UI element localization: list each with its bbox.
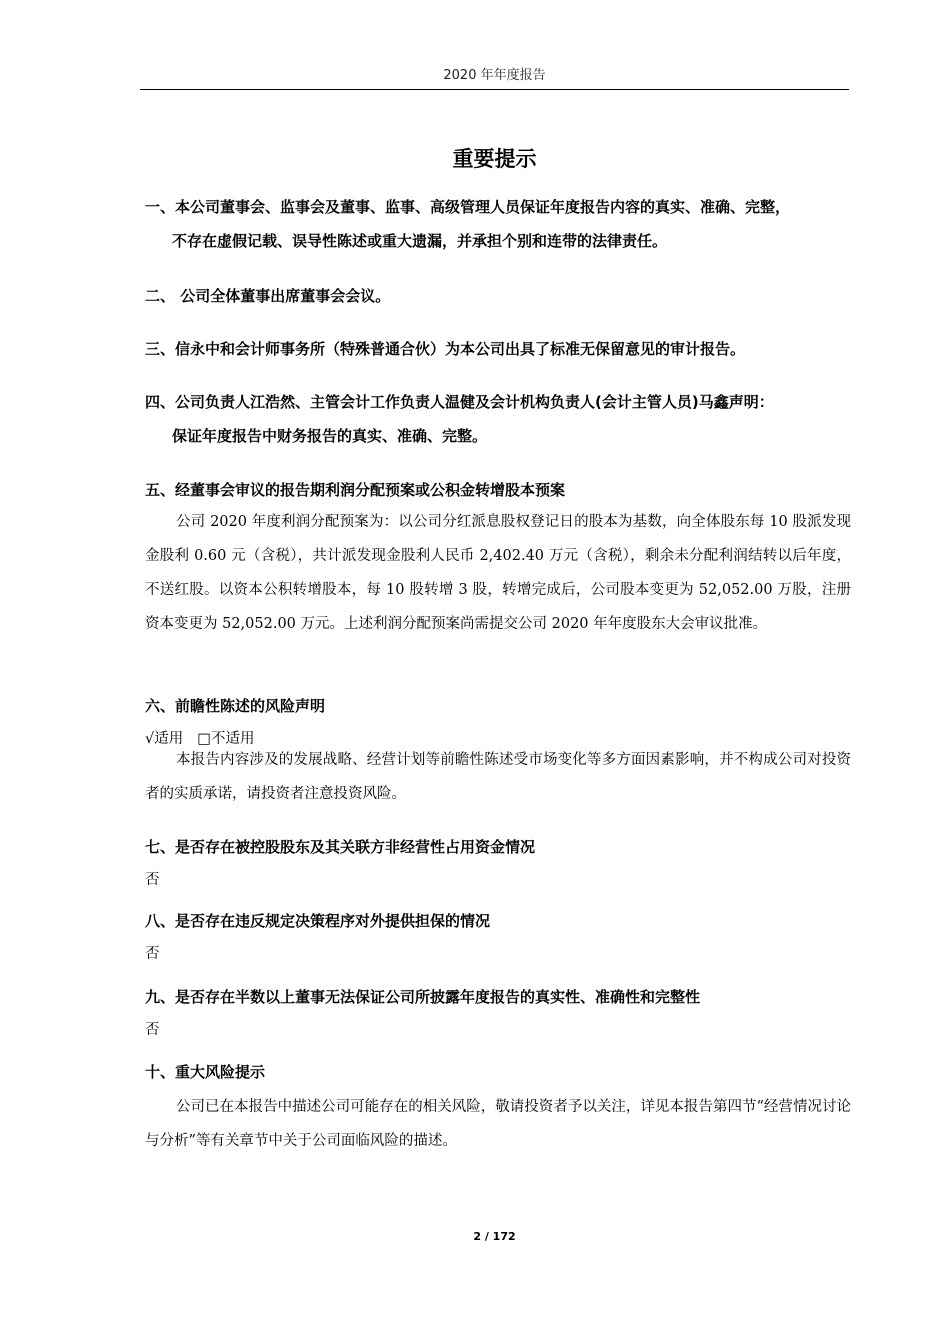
header-divider [140, 89, 849, 90]
section-10-heading: 十、重大风险提示 [145, 1063, 266, 1081]
page-title: 重要提示 [452, 147, 537, 171]
page-header: 2020 年年度报告 [443, 68, 546, 83]
section-7-heading: 七、是否存在被控股股东及其关联方非经营性占用资金情况 [145, 838, 536, 856]
section-10-body: 公司已在本报告中描述公司可能存在的相关风险，敬请投资者予以关注，详见本报告第四节“经营情况讨论与分析”等有关章节中关于公司面临风险的描述。 [145, 1099, 851, 1149]
section-5-body: 公司 2020 年度利润分配预案为：以公司分红派息股权登记日的股本为基数，向全体股东每 10 股派发现金股利 0.60 元（含税），共计派发现金股利人民币 2,402.40 万元（含税），剩余未分配利润结转以后年度，不送红股。以资本公积转增股本，每 10 股转增 3 股，转增完成后，公司股本变更为 52,052.00 万股，注册资本变更为 52,052.00 万元。上述利润分配预案尚需提交公司 2020 年年度股东大会审议批准。 [145, 514, 851, 632]
section-4-heading-line1: 四、公司负责人江浩然、主管会计工作负责人温健及会计机构负责人(会计主管人员)马鑫声明： [145, 393, 774, 411]
section-2-heading: 二、 公司全体董事出席董事会会议。 [145, 287, 391, 305]
section-6-heading: 六、前瞻性陈述的风险声明 [145, 697, 326, 715]
section-3-heading: 三、信永中和会计师事务所（特殊普通合伙）为本公司出具了标准无保留意见的审计报告。 [145, 340, 746, 358]
section-7-answer: 否 [145, 872, 160, 888]
section-6-body: 本报告内容涉及的发展战略、经营计划等前瞻性陈述受市场变化等多方面因素影响，并不构成公司对投资者的实质承诺，请投资者注意投资风险。 [145, 752, 851, 802]
section-1-heading-line1: 一、本公司董事会、监事会及董事、监事、高级管理人员保证年度报告内容的真实、准确、完整， [145, 198, 791, 216]
section-8-heading: 八、是否存在违反规定决策程序对外提供担保的情况 [145, 912, 491, 930]
applicable-option: √适用 [145, 731, 184, 747]
section-9-heading: 九、是否存在半数以上董事无法保证公司所披露年度报告的真实性、准确性和完整性 [145, 988, 701, 1006]
not-applicable-option: □不适用 [197, 731, 255, 747]
section-5-heading: 五、经董事会审议的报告期利润分配预案或公积金转增股本预案 [145, 481, 566, 499]
section-1-heading-line2: 不存在虚假记载、误导性陈述或重大遗漏，并承担个别和连带的法律责任。 [172, 232, 668, 250]
section-9-answer: 否 [145, 1022, 160, 1038]
section-8-answer: 否 [145, 946, 160, 962]
page-number: 2 / 172 [473, 1230, 516, 1243]
section-4-heading-line2: 保证年度报告中财务报告的真实、准确、完整。 [172, 427, 488, 445]
